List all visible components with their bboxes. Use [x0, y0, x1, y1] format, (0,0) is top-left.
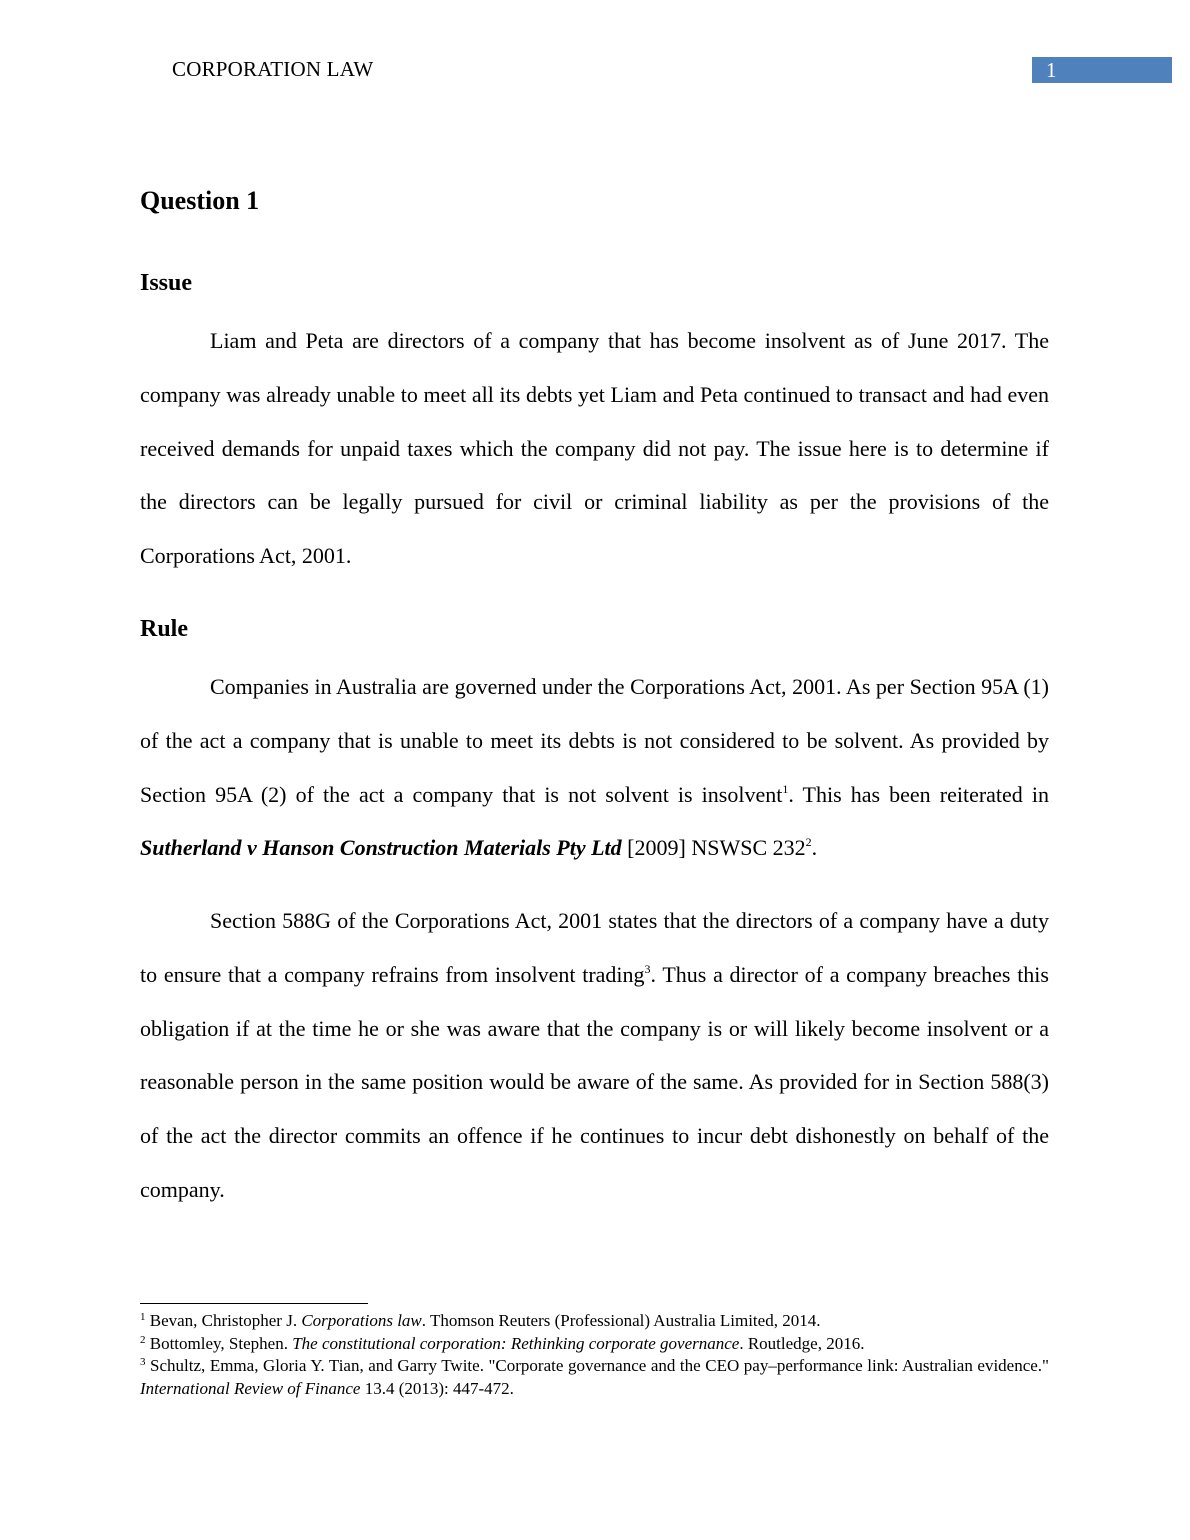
- rule-p1-text-4: .: [811, 835, 818, 861]
- footnotes: [140, 1310, 1049, 1400]
- footnote-2-publisher: . Routledge, 2016.: [739, 1333, 865, 1353]
- rule-heading: Rule: [140, 616, 188, 642]
- footnote-separator: [140, 1303, 368, 1304]
- question-heading: Question 1: [140, 186, 260, 215]
- rule-p1-text-2: . This has been reiterated in: [788, 781, 1049, 807]
- issue-heading: Issue: [140, 270, 193, 296]
- footnote-2: [140, 1333, 1049, 1356]
- footnote-2-title: The constitutional corporation: Rethinking corporate governance: [292, 1333, 740, 1353]
- rule-paragraph-2: [140, 894, 1049, 1217]
- footnote-3: [140, 1355, 1049, 1400]
- footnote-1-publisher: . Thomson Reuters (Professional) Australia Limited, 2014.: [421, 1311, 821, 1330]
- footnote-1: [140, 1310, 1049, 1333]
- footnote-3-number: 3: [140, 1356, 146, 1368]
- footnote-2-number: 2: [140, 1333, 146, 1346]
- footnote-ref-1: 1: [782, 781, 789, 796]
- rule-paragraph-1: [140, 660, 1049, 875]
- issue-paragraph: Liam and Peta are directors of a company that has become insolvent as of June 2017. The company was already unable to meet all its debts yet Liam and Peta continued to transact and had even received demands for unpaid taxes which the company did not pay. The issue here is to determine if the directors can be legally pursued for civil or criminal liability as per the provisions of the Corporations Act, 2001.: [140, 328, 1049, 569]
- footnote-1-title: Corporations law: [301, 1311, 422, 1330]
- page-number: 1: [1032, 57, 1172, 83]
- case-name: Sutherland v Hanson Construction Materials Pty Ltd: [140, 835, 622, 861]
- rule-p1-text-3: [2009] NSWSC 232: [621, 835, 806, 861]
- footnote-2-text: Bottomley, Stephen.: [145, 1333, 293, 1353]
- rule-p2-text-2: . Thus a director of a company breaches this obligation if at the time he or she was aware that the company is or will likely become insolvent or a reasonable person in the same position would be aware of the same. As provided for in Section 588(3) of the act the director commits an offence if he continues to incur debt dishonestly on behalf of the company.: [140, 961, 1049, 1202]
- footnote-ref-2: 2: [805, 835, 812, 850]
- rule-p1-text-1: Companies in Australia are governed under the Corporations Act, 2001. As per Section 95A (1) of the act a company that is unable to meet its debts is not considered to be solvent. As provided by Section 95A (2) of the act a company that is not solvent is insolvent: [140, 674, 1049, 807]
- footnote-3-text: Schultz, Emma, Gloria Y. Tian, and Garry Twite. "Corporate governance and the CEO pay–performance link: Australian evidence.": [145, 1356, 1049, 1375]
- footnote-3-title: International Review of Finance: [140, 1378, 361, 1398]
- footnote-1-number: 1: [140, 1311, 146, 1323]
- running-header-title: CORPORATION LAW: [172, 57, 374, 81]
- footnote-1-text: Bevan, Christopher J.: [145, 1311, 302, 1330]
- footnote-3-publisher: 13.4 (2013): 447-472.: [360, 1378, 514, 1398]
- footnote-ref-3: 3: [644, 961, 651, 976]
- rule-p2-text-1: Section 588G of the Corporations Act, 2001 states that the directors of a company have a duty to ensure that a company refrains from insolvent trading: [140, 908, 1049, 987]
